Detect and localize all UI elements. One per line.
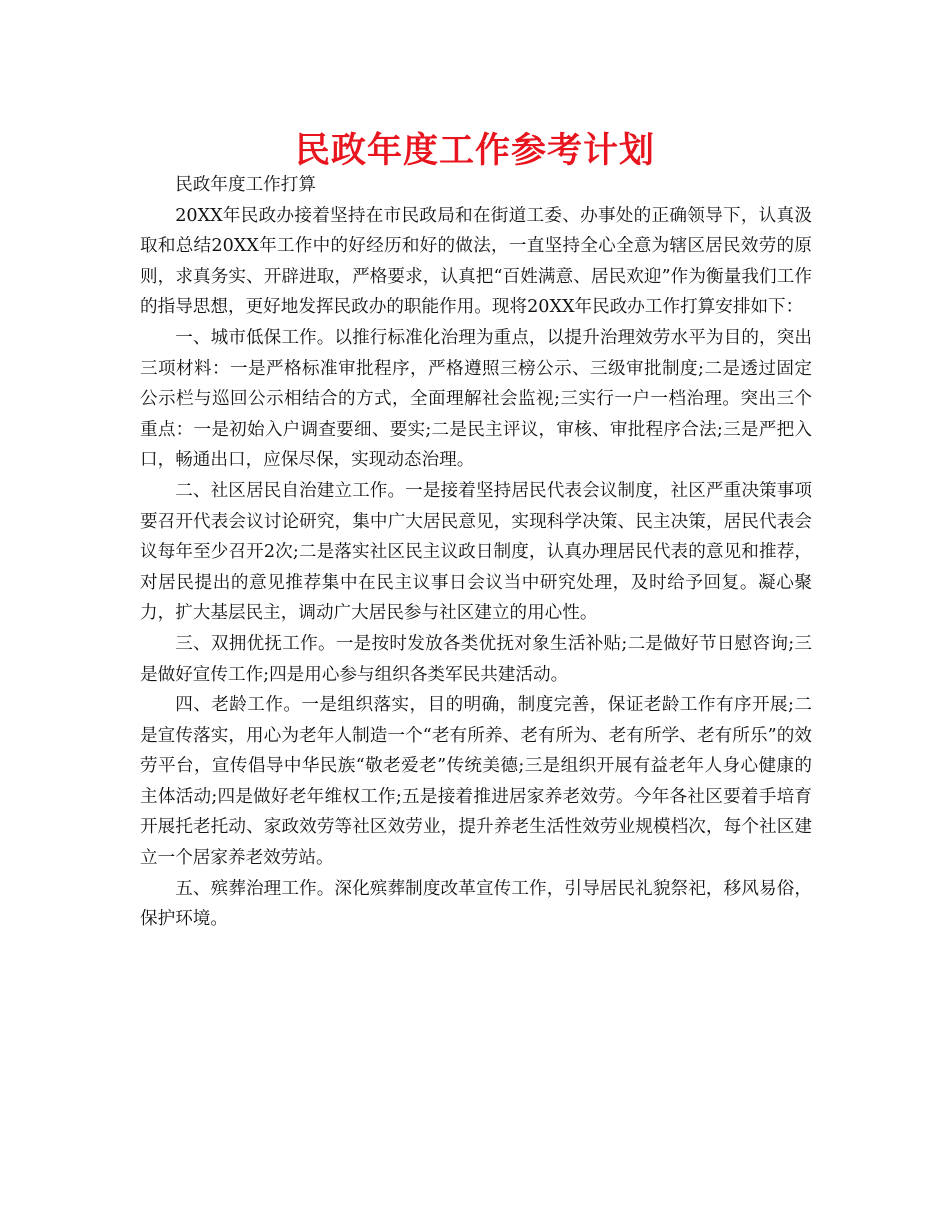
document-subtitle: 民政年度工作打算 [175, 175, 316, 195]
paragraph-elderly-work: 四、老龄工作。一是组织落实，目的明确，制度完善，保证老龄工作有序开展;二是宣传落实，用心为老年人制造一个“老有所养、老有所为、老有所学、老有所乐”的效劳平台，宣传倡导中华民族“敬老爱老”传统美德;三是组织开展有益老年人身心健康的主体活动;四是做好老年维权工作;五是接着推进居家养老效劳。今年各社区要着手培育开展托老托动、家政效劳等社区效劳业，提升养老生活性效劳业规模档次，每个社区建立一个居家养老效劳站。 [140, 695, 812, 869]
paragraph-urban-subsistence: 一、城市低保工作。以推行标准化治理为重点，以提升治理效劳水平为目的，突出三项材料：一是严格标准审批程序，严格遵照三榜公示、三级审批制度;二是透过固定公示栏与巡回公示相结合的方式，全面理解社会监视;三实行一户一档治理。突出三个重点：一是初始入户调查要细、要实;二是民主评议，审核、审批程序合法;三是严把入口，畅通出口，应保尽保，实现动态治理。 [140, 327, 812, 471]
document-title: 民政年度工作参考计划 [294, 131, 655, 171]
paragraph-funeral-management: 五、殡葬治理工作。深化殡葬制度改革宣传工作，引导居民礼貌祭祀，移风易俗，保护环境。 [140, 878, 812, 930]
paragraph-community-autonomy: 二、社区居民自治建立工作。一是接着坚持居民代表会议制度，社区严重决策事项要召开代表会议讨论研究，集中广大居民意见，实现科学决策、民主决策，居民代表会议每年至少召开2次;二是落实社区民主议政日制度，认真办理居民代表的意见和推荐，对居民提出的意见推荐集中在民主议事日会议当中研究处理，及时给予回复。凝心聚力，扩大基层民主，调动广大居民参与社区建立的用心性。 [140, 480, 812, 624]
document-body [140, 170, 812, 935]
paragraph-intro: 20XX年民政办接着坚持在市民政局和在街道工委、办事处的正确领导下，认真汲取和总结20XX年工作中的好经历和好的做法，一直坚持全心全意为辖区居民效劳的原则，求真务实、开辟进取，严格要求，认真把“百姓满意、居民欢迎”作为衡量我们工作的指导思想，更好地发挥民政办的职能作用。现将20XX年民政办工作打算安排如下： [140, 205, 812, 318]
paragraph-military-support: 三、双拥优抚工作。一是按时发放各类优抚对象生活补贴;二是做好节日慰咨询;三是做好宣传工作;四是用心参与组织各类军民共建活动。 [140, 633, 812, 685]
